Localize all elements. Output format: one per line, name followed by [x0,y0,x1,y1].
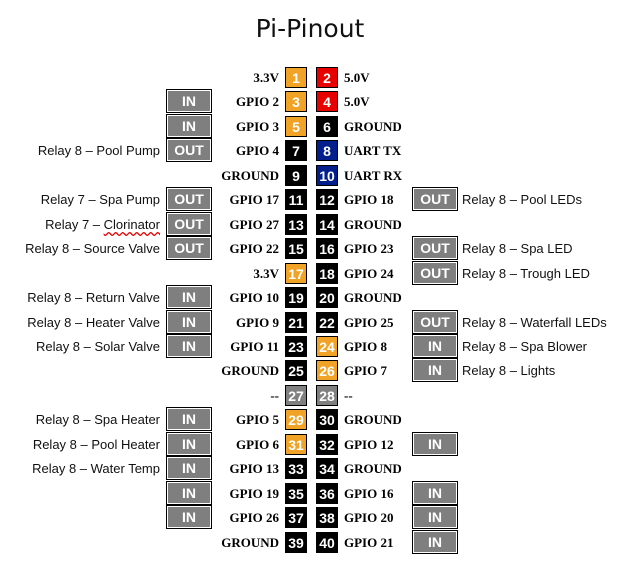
left-relay-description: Relay 8 – Pool Pump [37,143,160,158]
right-pin-name: GROUND [344,412,402,427]
right-pin-name: GPIO 12 [344,437,394,452]
right-pin-number: 28 [316,385,338,406]
left-io-badge[interactable]: IN [168,458,210,478]
left-relay-description: Relay 8 – Return Valve [27,290,160,305]
right-pin-number: 22 [316,312,338,333]
right-pin-number: 2 [316,67,338,88]
right-pin-number: 24 [316,336,338,357]
right-io-badge[interactable]: IN [414,483,456,503]
pin-row [0,483,620,505]
left-relay-description: Relay 8 – Heater Valve [27,315,160,330]
pin-row [0,360,620,382]
left-pin-name: 3.3V [253,70,279,85]
right-pin-number: 36 [316,483,338,504]
right-io-badge[interactable]: IN [414,434,456,454]
right-pin-number: 6 [316,116,338,137]
right-io-badge[interactable]: OUT [414,189,456,209]
pin-row [0,409,620,431]
spellcheck-word: Clorinator [103,217,160,232]
right-io-badge[interactable]: IN [414,360,456,380]
pin-row [0,336,620,358]
left-relay-description: Relay 8 – Spa Heater [35,412,160,427]
left-io-badge[interactable]: OUT [168,214,210,234]
left-pin-number: 29 [285,409,307,430]
right-io-badge[interactable]: OUT [414,312,456,332]
left-io-badge[interactable]: IN [168,116,210,136]
left-io-badge[interactable]: IN [168,409,210,429]
right-pin-number: 16 [316,238,338,259]
left-pin-number: 35 [285,483,307,504]
pin-row [0,238,620,260]
right-io-badge[interactable]: OUT [414,263,456,283]
right-relay-description: Relay 8 – Trough LED [462,266,590,281]
right-pin-name: GPIO 16 [344,486,394,501]
left-pin-name: GPIO 11 [230,339,279,354]
left-io-badge[interactable]: IN [168,336,210,356]
left-pin-number: 31 [285,434,307,455]
left-pin-name: GPIO 27 [229,217,279,232]
right-relay-description: Relay 8 – Waterfall LEDs [462,315,607,330]
page-title: Pi-Pinout [255,14,365,43]
right-pin-name: GROUND [344,217,402,232]
right-relay-description: Relay 8 – Lights [462,363,556,378]
left-pin-name: GPIO 4 [236,143,279,158]
pin-row [0,140,620,162]
right-pin-number: 32 [316,434,338,455]
pin-row [0,434,620,456]
left-pin-number: 1 [285,67,307,88]
left-pin-number: 13 [285,214,307,235]
right-pin-number: 20 [316,287,338,308]
right-pin-name: UART TX [344,143,402,158]
left-io-badge[interactable]: OUT [168,140,210,160]
right-pin-number: 26 [316,360,338,381]
pin-row [0,116,620,138]
left-pin-name: GPIO 17 [229,192,279,207]
right-io-badge[interactable]: IN [414,336,456,356]
left-relay-description: Relay 8 – Solar Valve [35,339,160,354]
left-pin-number: 11 [285,189,307,210]
left-pin-name: GPIO 5 [236,412,279,427]
right-io-badge[interactable]: IN [414,507,456,527]
right-pin-number: 30 [316,409,338,430]
left-io-badge[interactable]: OUT [168,238,210,258]
pin-row [0,214,620,236]
pin-row [0,507,620,529]
left-pin-number: 27 [285,385,307,406]
right-pin-name: 5.0V [344,70,370,85]
right-pin-name: GPIO 20 [344,510,394,525]
right-io-badge[interactable]: OUT [414,238,456,258]
left-io-badge[interactable]: IN [168,434,210,454]
right-pin-name: UART RX [344,168,403,183]
left-pin-number: 25 [285,360,307,381]
right-io-badge[interactable]: IN [414,532,456,552]
pin-row [0,67,620,89]
left-relay-description: Relay 7 – Spa Pump [40,192,160,207]
left-pin-name: GPIO 19 [229,486,279,501]
right-pin-number: 12 [316,189,338,210]
right-pin-name: GROUND [344,119,402,134]
right-pin-name: -- [344,388,353,403]
left-pin-name: GROUND [221,363,279,378]
right-pin-number: 4 [316,91,338,112]
right-relay-description: Relay 8 – Pool LEDs [462,192,582,207]
pin-row [0,287,620,309]
pin-row [0,189,620,211]
left-pin-number: 3 [285,91,307,112]
pin-row [0,263,620,285]
left-relay-description: Relay 8 – Pool Heater [32,437,160,452]
left-relay-description: Relay 7 – Clorinator [45,217,160,232]
left-pin-name: GROUND [221,535,279,550]
right-pin-number: 10 [316,165,338,186]
pin-row [0,385,620,407]
left-pin-name: GPIO 6 [236,437,279,452]
left-io-badge[interactable]: IN [168,483,210,503]
pin-row [0,458,620,480]
left-io-badge[interactable]: IN [168,91,210,111]
right-pin-name: GROUND [344,290,402,305]
left-pin-number: 9 [285,165,307,186]
left-pin-name: -- [270,388,279,403]
right-pin-name: GPIO 7 [344,363,387,378]
pin-row [0,312,620,334]
right-pin-number: 38 [316,507,338,528]
right-pin-number: 8 [316,140,338,161]
right-pin-name: GPIO 25 [344,315,394,330]
right-pin-number: 14 [316,214,338,235]
pin-row [0,532,620,554]
left-pin-name: GPIO 26 [229,510,279,525]
left-pin-number: 15 [285,238,307,259]
right-pin-number: 34 [316,458,338,479]
left-pin-name: 3.3V [253,266,279,281]
left-pin-number: 37 [285,507,307,528]
left-relay-description: Relay 8 – Water Temp [32,461,160,476]
left-pin-number: 17 [285,263,307,284]
left-pin-number: 33 [285,458,307,479]
right-pin-name: GROUND [344,461,402,476]
left-pin-number: 7 [285,140,307,161]
left-pin-number: 39 [285,532,307,553]
left-pin-name: GPIO 22 [229,241,279,256]
left-pin-number: 23 [285,336,307,357]
left-pin-name: GPIO 9 [236,315,279,330]
left-pin-name: GPIO 2 [236,94,279,109]
right-pin-name: GPIO 24 [344,266,394,281]
left-pin-number: 5 [285,116,307,137]
left-pin-name: GPIO 10 [229,290,279,305]
right-relay-description: Relay 8 – Spa Blower [462,339,588,354]
right-pin-name: GPIO 18 [344,192,394,207]
right-pin-number: 40 [316,532,338,553]
right-pin-number: 18 [316,263,338,284]
left-pin-name: GPIO 13 [229,461,279,476]
right-pin-name: GPIO 23 [344,241,394,256]
left-io-badge[interactable]: OUT [168,189,210,209]
pin-row [0,165,620,187]
left-pin-number: 19 [285,287,307,308]
right-pin-name: GPIO 21 [344,535,394,550]
left-relay-description: Relay 8 – Source Valve [25,241,160,256]
right-relay-description: Relay 8 – Spa LED [462,241,573,256]
left-io-badge[interactable]: IN [168,312,210,332]
pin-row [0,91,620,113]
right-pin-name: 5.0V [344,94,370,109]
left-io-badge[interactable]: IN [168,507,210,527]
left-io-badge[interactable]: IN [168,287,210,307]
left-pin-name: GROUND [221,168,279,183]
right-pin-name: GPIO 8 [344,339,387,354]
left-pin-number: 21 [285,312,307,333]
left-pin-name: GPIO 3 [236,119,279,134]
